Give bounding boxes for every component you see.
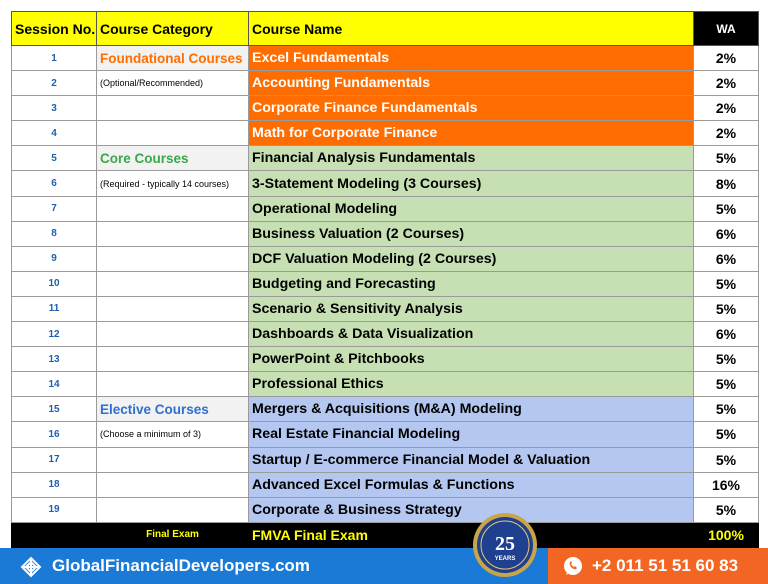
header-session: Session No. xyxy=(12,12,97,46)
course-category: Foundational Courses xyxy=(97,46,249,71)
session-number: 15 xyxy=(12,397,97,422)
table-row xyxy=(12,96,759,121)
badge-number: 25 xyxy=(495,533,515,555)
session-number: 12 xyxy=(12,322,97,347)
header-wa: WA xyxy=(694,12,759,46)
table-row xyxy=(12,397,759,422)
course-category-note: (Choose a minimum of 3) xyxy=(97,422,249,447)
course-name: Startup / E-commerce Financial Model & Valuation xyxy=(249,447,694,472)
course-category xyxy=(97,472,249,497)
course-weight: 5% xyxy=(694,422,759,447)
header-row xyxy=(12,12,759,46)
session-number: 14 xyxy=(12,372,97,397)
course-category xyxy=(97,271,249,296)
course-name: Professional Ethics xyxy=(249,372,694,397)
final-exam-name: FMVA Final Exam xyxy=(249,522,694,547)
course-weight: 2% xyxy=(694,71,759,96)
session-number: 1 xyxy=(12,46,97,71)
session-number: 2 xyxy=(12,71,97,96)
course-category-note: (Optional/Recommended) xyxy=(97,71,249,96)
course-category xyxy=(97,497,249,522)
course-weight: 2% xyxy=(694,96,759,121)
course-category xyxy=(97,372,249,397)
table-row xyxy=(12,422,759,447)
footer-bar xyxy=(0,548,768,584)
table-row xyxy=(12,472,759,497)
course-weight: 2% xyxy=(694,121,759,146)
header-category: Course Category xyxy=(97,12,249,46)
anniversary-badge-icon xyxy=(472,512,538,578)
table-row xyxy=(12,347,759,372)
course-name: Business Valuation (2 Courses) xyxy=(249,221,694,246)
course-name: Math for Corporate Finance xyxy=(249,121,694,146)
table-row xyxy=(12,271,759,296)
course-weight: 5% xyxy=(694,271,759,296)
course-category-note: (Required - typically 14 courses) xyxy=(97,171,249,196)
course-name: Mergers & Acquisitions (M&A) Modeling xyxy=(249,397,694,422)
session-number: 13 xyxy=(12,347,97,372)
website-link[interactable]: GlobalFinancialDevelopers.com xyxy=(52,556,310,575)
final-exam-weight: 100% xyxy=(694,522,759,547)
course-category: Core Courses xyxy=(97,146,249,171)
table-row xyxy=(12,121,759,146)
session-number: 9 xyxy=(12,246,97,271)
course-name: Dashboards & Data Visualization xyxy=(249,322,694,347)
course-name: PowerPoint & Pitchbooks xyxy=(249,347,694,372)
course-category: Elective Courses xyxy=(97,397,249,422)
table-row xyxy=(12,372,759,397)
course-weight: 16% xyxy=(694,472,759,497)
course-category xyxy=(97,447,249,472)
table-row xyxy=(12,322,759,347)
table-row xyxy=(12,71,759,96)
course-name: Corporate Finance Fundamentals xyxy=(249,96,694,121)
course-name: Scenario & Sensitivity Analysis xyxy=(249,296,694,321)
course-name: Advanced Excel Formulas & Functions xyxy=(249,472,694,497)
course-category xyxy=(97,196,249,221)
session-number: 11 xyxy=(12,296,97,321)
course-name: DCF Valuation Modeling (2 Courses) xyxy=(249,246,694,271)
course-name: Accounting Fundamentals xyxy=(249,71,694,96)
course-category xyxy=(97,296,249,321)
table-row xyxy=(12,447,759,472)
table-row xyxy=(12,221,759,246)
table-row xyxy=(12,246,759,271)
header-course-name: Course Name xyxy=(249,12,694,46)
whatsapp-icon xyxy=(562,555,584,577)
company-logo-icon xyxy=(20,556,42,578)
session-number: 3 xyxy=(12,96,97,121)
course-name: Corporate & Business Strategy xyxy=(249,497,694,522)
course-weight: 5% xyxy=(694,372,759,397)
course-weight: 5% xyxy=(694,296,759,321)
final-exam-row xyxy=(12,522,759,547)
course-weight: 5% xyxy=(694,347,759,372)
course-weight: 5% xyxy=(694,397,759,422)
course-category xyxy=(97,221,249,246)
session-number: 19 xyxy=(12,497,97,522)
course-weight: 6% xyxy=(694,221,759,246)
course-weight: 5% xyxy=(694,447,759,472)
course-weight: 2% xyxy=(694,46,759,71)
table-row xyxy=(12,196,759,221)
table-row xyxy=(12,146,759,171)
course-name: Operational Modeling xyxy=(249,196,694,221)
course-weight: 6% xyxy=(694,322,759,347)
phone-contact[interactable] xyxy=(548,548,768,584)
table-row xyxy=(12,46,759,71)
course-name: Excel Fundamentals xyxy=(249,46,694,71)
course-weight: 6% xyxy=(694,246,759,271)
table-row xyxy=(12,296,759,321)
course-category xyxy=(97,96,249,121)
session-number: 7 xyxy=(12,196,97,221)
course-weight: 5% xyxy=(694,497,759,522)
session-number: 4 xyxy=(12,121,97,146)
course-weight: 5% xyxy=(694,196,759,221)
badge-text: YEARS xyxy=(494,556,516,562)
session-number: 5 xyxy=(12,146,97,171)
phone-number[interactable]: +2 011 51 51 60 83 xyxy=(592,556,739,575)
final-exam-spacer xyxy=(12,522,97,547)
session-number: 17 xyxy=(12,447,97,472)
course-name: Budgeting and Forecasting xyxy=(249,271,694,296)
course-category xyxy=(97,121,249,146)
table-row xyxy=(12,497,759,522)
course-category xyxy=(97,246,249,271)
session-number: 18 xyxy=(12,472,97,497)
table-row xyxy=(12,171,759,196)
course-name: Financial Analysis Fundamentals xyxy=(249,146,694,171)
session-number: 10 xyxy=(12,271,97,296)
final-exam-label: Final Exam xyxy=(97,522,249,547)
course-category xyxy=(97,322,249,347)
course-weight: 5% xyxy=(694,146,759,171)
session-number: 6 xyxy=(12,171,97,196)
course-table xyxy=(11,11,759,548)
session-number: 16 xyxy=(12,422,97,447)
course-name: 3-Statement Modeling (3 Courses) xyxy=(249,171,694,196)
course-name: Real Estate Financial Modeling xyxy=(249,422,694,447)
session-number: 8 xyxy=(12,221,97,246)
course-weight: 8% xyxy=(694,171,759,196)
course-category xyxy=(97,347,249,372)
